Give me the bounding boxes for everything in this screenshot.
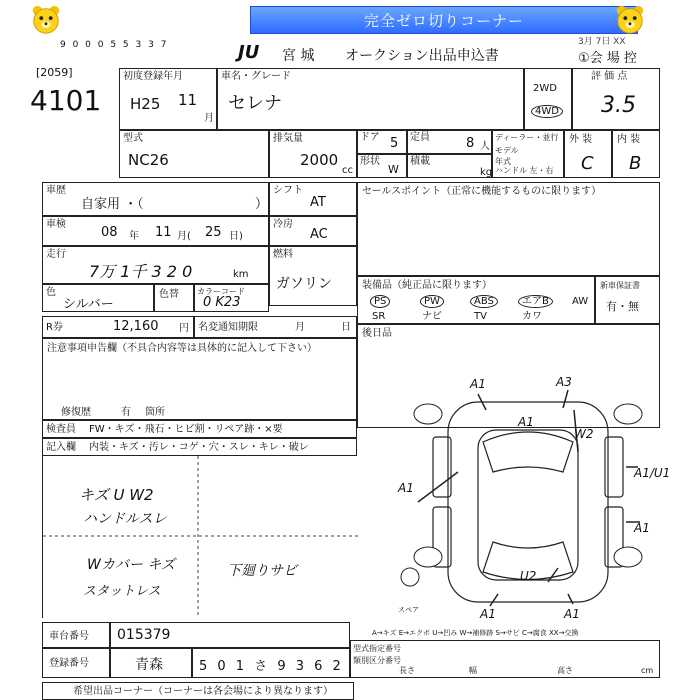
repair-value: 有 [121,407,131,418]
equip-aw: AW [572,296,589,307]
inspector-rows [42,420,357,456]
org-name: 宮 城 [282,48,315,64]
newcar-warranty-cell [595,276,660,324]
mark-a1-right-rear: A1 [634,521,650,535]
shape-cell [357,154,407,178]
shift-cell [269,182,357,216]
kata-label: 型式指定番号 [353,644,401,653]
logo: JU [238,42,260,63]
drive-2wd: 2WD [533,83,557,94]
spec-cell [350,640,660,678]
note-line-5: 下廻りサビ [227,563,297,579]
reg-region: 青森 [135,657,163,673]
equip-abs: ABS [470,295,498,308]
equipment-cell [357,276,595,324]
interior-checklist: 内装・キズ・汚レ・コゲ・穴・スレ・キレ・破レ [89,442,309,453]
form-title: オークション出品申込書 [345,48,499,64]
history-label: 車歴 [46,185,66,196]
fuel-value: ガソリン [276,276,332,292]
mark-a3-front-right: A3 [556,375,572,389]
lot-code: [2059] [36,66,73,79]
mileage-cell [42,246,269,284]
diagram-legend: A→キズ E→エクボ U→凹み W→補修跡 S→サビ C→腐食 XX→交換 [372,629,579,637]
class-label: 類別区分番号 [353,656,401,665]
lot-number: 4101 [30,84,102,117]
sales-label: セールスポイント（正常に機能するものに限ります） [362,186,602,197]
ac-label: 冷房 [273,219,293,230]
inspector-row-int [42,438,357,456]
footer-bar [42,682,354,700]
fuel-cell [269,246,357,306]
note-line-3: Wカバー キズ [87,557,176,573]
recycle-cell [42,316,194,338]
first-reg-month: 11 [178,91,198,109]
shift-value: AT [310,195,326,210]
mark-a1-rear-left: A1 [480,607,496,621]
month-unit: 月 [204,113,214,124]
venue-label: ①会 場 控 [578,51,637,66]
exterior-label: 外 装 [569,134,593,145]
exterior-value: C [581,153,594,174]
car-diagram [398,372,671,621]
mark-u2-rear: U2 [520,569,537,583]
load-label: 積載 [410,156,430,167]
day-unit: 日) [229,231,243,242]
shift-label: シフト [273,185,303,196]
kg-unit: kg [480,167,493,178]
model-year-label: モデル年式 [495,146,519,166]
score-cell [572,68,660,130]
capacity-label: 定員 [410,132,430,143]
repair-label: 修復歴 [61,407,91,418]
score-value: 3.5 [601,93,636,118]
displacement-cell [269,130,357,178]
history-close: ） [255,197,269,212]
newcar-label: 新車保証書 [600,281,640,290]
reg-label-cell [42,648,110,678]
history-cell [42,182,269,216]
ac-cell [269,216,357,246]
recycle-label: R券 [46,322,63,333]
doors-cell [357,130,407,154]
newcar-value: 有・無 [606,300,639,313]
reg-number: 5 0 1 さ 9 3 6 2 [199,659,344,674]
length-label: 長さ [399,666,415,675]
displacement-label: 排気量 [273,133,303,144]
shape-label: 形状 [360,156,380,167]
dealer-cell [492,130,564,178]
exterior-cell [564,130,612,178]
bear-mascot-icon [614,4,646,36]
chassis-label: 車台番号 [49,631,89,642]
chassis-label-cell [42,622,110,648]
person-unit: 人 [480,141,490,152]
drive-cell [524,68,572,130]
inspection-day: 25 [205,225,222,240]
reg-number-cell [192,648,350,678]
color-code-value: 0 K23 [203,295,241,310]
banner-title: 完全ゼロ切りコーナー [250,6,638,34]
type-label: 型式 [123,133,143,144]
displacement-value: 2000 [300,151,339,169]
inspection-label: 車検 [46,219,66,230]
equip-ps: PS [370,295,390,308]
note-line-1: キズ U W2 [79,486,154,504]
type-cell [119,130,269,178]
width-label: 幅 [469,666,477,675]
first-reg-cell [119,68,217,130]
equip-sr: SR [372,311,386,322]
equip-pw: PW [420,295,444,308]
inspection-year: 08 [101,225,118,240]
chassis-number: 015379 [117,627,171,643]
color-code-cell [194,284,269,312]
inspection-month-unit: 月( [177,231,191,242]
tax-day: 日 [341,322,351,333]
plate-section [42,622,660,678]
interior-label: 内 装 [617,134,641,145]
history-value: 自家用 ・（ [81,197,144,212]
fuel-label: 燃料 [273,249,293,260]
capacity-value: 8 [466,136,475,151]
exterior-checklist: FW・キズ・飛石・ヒビ割・リペア跡・×要 [89,424,283,435]
tax-label: 名変通知期限 [198,322,258,333]
handwritten-area [42,456,358,618]
barcode-digits: 9 0 0 0 5 5 3 3 7 [60,40,169,50]
inspection-cell [42,216,269,246]
model-cell [217,68,524,130]
year-unit: 年 [129,231,139,242]
equip-airbag: エアB [518,295,553,308]
equip-tv: TV [474,311,487,322]
color-value: シルバー [63,297,114,312]
inspector-row-ext [42,420,357,438]
repair-location: 箇所 [145,407,165,418]
color-replace-cell [154,284,194,312]
drive-4wd: 4WD [531,105,563,118]
color-label: 色 [46,287,56,298]
doors-label: ドア [360,132,380,143]
tax-month: 月 [295,322,305,333]
mark-a1-rear-right: A1 [564,607,580,621]
inspector-label: 検査員 [46,424,76,435]
cc-unit: cc [342,165,353,176]
reg-label: 登録番号 [49,658,89,669]
footer-text: 希望出品コーナー（コーナーは各会場により異なります） [73,686,333,697]
notes-title: 注意事項申告欄（不具合内容等は具体的に記入して下さい） [47,343,317,354]
type-value: NC26 [128,151,169,169]
first-reg-label: 初度登録年月 [123,71,183,82]
mark-a1u1-right-side: A1/U1 [634,466,671,480]
model-name: セレナ [228,93,282,114]
interior-value: B [629,153,642,174]
mark-a1-hood: A1 [518,415,534,429]
color-code-label: カラーコード [197,287,245,296]
note-line-2: ハンドルスレ [83,511,167,527]
score-label: 評 価 点 [591,71,628,82]
cm-unit: cm [641,666,654,675]
tax-deadline-cell [194,316,357,338]
reg-region-cell [110,648,192,678]
model-label: 車名・グレード [221,71,291,82]
dealer-label: ディーラー・並行 [495,133,559,142]
spare-label: スペア [398,606,419,614]
equip-leather: カワ [522,311,542,322]
doors-value: 5 [390,136,399,151]
mark-w2-front: W2 [574,427,594,441]
color-cell [42,284,154,312]
note-line-4: スタットレス [83,584,161,599]
mileage-label: 走行 [46,249,66,260]
recycle-amount: 12,160 [113,319,159,334]
km-unit: km [233,269,249,280]
mark-a1-front-left: A1 [470,377,486,391]
entry-label: 記入欄 [46,442,76,453]
mileage-value: 7万 1千 3 2 0 [89,262,193,281]
date-fragment: 3月 7日 XX [578,37,626,47]
bear-mascot-icon [30,4,62,36]
notes-cell [42,338,357,420]
shape-value: W [388,163,399,176]
mark-a1-left-side: A1 [398,481,414,495]
equip-navi: ナビ [422,311,442,322]
load-cell [407,154,492,178]
ac-value: AC [310,227,328,242]
equipment-label: 装備品（純正品に限ります） [362,280,492,291]
inspection-month: 11 [155,225,172,240]
color-replace-label: 色替 [159,289,179,300]
chassis-value-cell [110,622,350,648]
interior-cell [612,130,660,178]
height-label: 高さ [557,666,573,675]
sales-point-cell [357,182,660,276]
later-label: 後日品 [362,328,392,339]
yen-unit: 円 [179,323,189,334]
handle-label: ハンドル 左・右 [495,166,554,175]
capacity-cell [407,130,492,154]
first-reg-era: H25 [130,95,161,113]
